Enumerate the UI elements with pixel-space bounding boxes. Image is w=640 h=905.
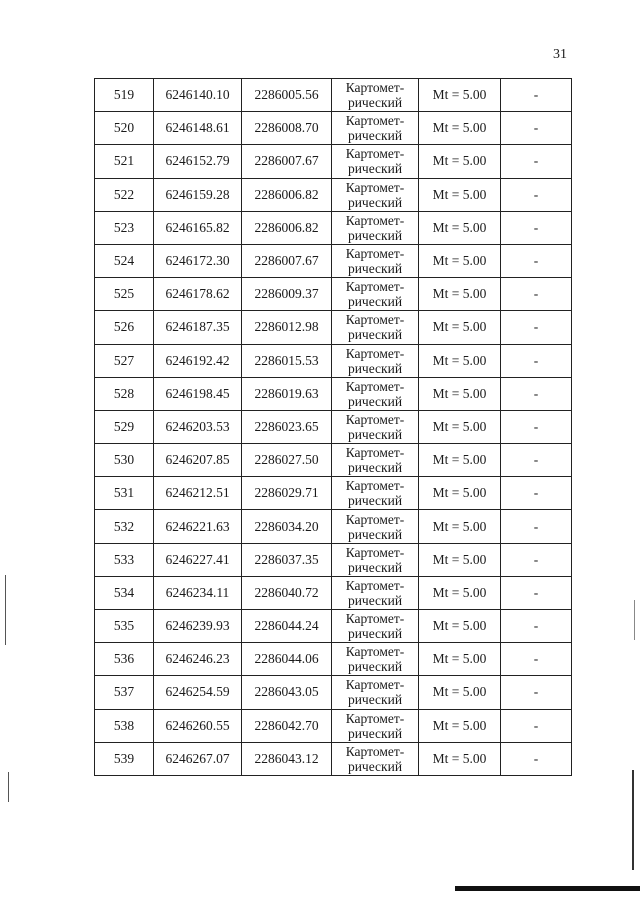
point-number-cell: 520 [95, 112, 154, 145]
table-row [95, 477, 572, 510]
method-line-1: Картомет- [345, 378, 405, 394]
point-number-cell: 526 [95, 311, 154, 344]
note-cell: - [501, 112, 572, 145]
table-row [95, 510, 572, 543]
x-coordinate-cell: 6246187.35 [154, 311, 242, 344]
accuracy-cell: Mt = 5.00 [419, 211, 501, 244]
x-coordinate-cell: 6246165.82 [154, 211, 242, 244]
table-row [95, 610, 572, 643]
x-coordinate-cell: 6246152.79 [154, 145, 242, 178]
point-number-cell: 521 [95, 145, 154, 178]
scan-margin-dots-right [634, 600, 635, 640]
method-line-2: рический [347, 626, 403, 642]
method-line-1: Картомет- [345, 710, 405, 726]
x-coordinate-cell: 6246212.51 [154, 477, 242, 510]
table-row [95, 676, 572, 709]
table-row [95, 410, 572, 443]
point-number-cell: 525 [95, 278, 154, 311]
method-line-1: Картомет- [345, 279, 405, 295]
y-coordinate-cell: 2286043.12 [242, 742, 332, 775]
scan-bottom-bar [455, 886, 640, 891]
method-line-1: Картомет- [345, 445, 405, 461]
point-number-cell: 522 [95, 178, 154, 211]
accuracy-cell: Mt = 5.00 [419, 244, 501, 277]
table-row [95, 742, 572, 775]
table-row [95, 79, 572, 112]
point-number-cell: 539 [95, 742, 154, 775]
method-line-2: рический [347, 559, 403, 575]
point-number-cell: 536 [95, 643, 154, 676]
x-coordinate-cell: 6246267.07 [154, 742, 242, 775]
method-line-1: Картомет- [345, 179, 405, 195]
method-line-2: рический [347, 493, 403, 509]
y-coordinate-cell: 2286009.37 [242, 278, 332, 311]
method-cell [332, 742, 419, 775]
method-line-1: Картомет- [345, 644, 405, 660]
y-coordinate-cell: 2286034.20 [242, 510, 332, 543]
point-number-cell: 533 [95, 543, 154, 576]
method-line-2: рический [347, 659, 403, 675]
method-cell [332, 278, 419, 311]
method-line-2: рический [347, 526, 403, 542]
point-number-cell: 535 [95, 610, 154, 643]
method-cell [332, 178, 419, 211]
point-number-cell: 531 [95, 477, 154, 510]
accuracy-cell: Mt = 5.00 [419, 311, 501, 344]
scan-margin-line-right [632, 770, 634, 870]
method-line-2: рический [347, 95, 403, 111]
method-line-1: Картомет- [345, 146, 405, 162]
method-line-1: Картомет- [345, 80, 405, 96]
note-cell: - [501, 410, 572, 443]
note-cell: - [501, 742, 572, 775]
accuracy-cell: Mt = 5.00 [419, 278, 501, 311]
method-line-1: Картомет- [345, 611, 405, 627]
point-number-cell: 519 [95, 79, 154, 112]
table-row [95, 543, 572, 576]
method-line-1: Картомет- [345, 411, 405, 427]
y-coordinate-cell: 2286043.05 [242, 676, 332, 709]
page-number: 31 [553, 47, 567, 62]
accuracy-cell: Mt = 5.00 [419, 112, 501, 145]
table-row [95, 244, 572, 277]
x-coordinate-cell: 6246192.42 [154, 344, 242, 377]
table-row [95, 112, 572, 145]
point-number-cell: 529 [95, 410, 154, 443]
table-row [95, 344, 572, 377]
method-line-1: Картомет- [345, 113, 405, 129]
method-cell [332, 543, 419, 576]
method-line-2: рический [347, 692, 403, 708]
x-coordinate-cell: 6246178.62 [154, 278, 242, 311]
scan-margin-line-left [5, 575, 6, 645]
point-number-cell: 532 [95, 510, 154, 543]
accuracy-cell: Mt = 5.00 [419, 377, 501, 410]
y-coordinate-cell: 2286015.53 [242, 344, 332, 377]
table-row [95, 311, 572, 344]
method-line-1: Картомет- [345, 312, 405, 328]
method-cell [332, 643, 419, 676]
method-line-2: рический [347, 128, 403, 144]
method-line-2: рический [347, 426, 403, 442]
x-coordinate-cell: 6246203.53 [154, 410, 242, 443]
point-number-cell: 524 [95, 244, 154, 277]
method-cell [332, 510, 419, 543]
x-coordinate-cell: 6246260.55 [154, 709, 242, 742]
table-row [95, 444, 572, 477]
method-cell [332, 145, 419, 178]
x-coordinate-cell: 6246254.59 [154, 676, 242, 709]
x-coordinate-cell: 6246207.85 [154, 444, 242, 477]
note-cell: - [501, 211, 572, 244]
table-row [95, 377, 572, 410]
y-coordinate-cell: 2286012.98 [242, 311, 332, 344]
x-coordinate-cell: 6246234.11 [154, 576, 242, 609]
method-line-1: Картомет- [345, 345, 405, 361]
note-cell: - [501, 510, 572, 543]
method-line-2: рический [347, 725, 403, 741]
method-line-2: рический [347, 294, 403, 310]
note-cell: - [501, 543, 572, 576]
y-coordinate-cell: 2286040.72 [242, 576, 332, 609]
y-coordinate-cell: 2286027.50 [242, 444, 332, 477]
coordinates-table [94, 78, 572, 776]
method-cell [332, 676, 419, 709]
x-coordinate-cell: 6246140.10 [154, 79, 242, 112]
point-number-cell: 534 [95, 576, 154, 609]
accuracy-cell: Mt = 5.00 [419, 178, 501, 211]
method-line-2: рический [347, 393, 403, 409]
method-cell [332, 211, 419, 244]
x-coordinate-cell: 6246172.30 [154, 244, 242, 277]
x-coordinate-cell: 6246148.61 [154, 112, 242, 145]
accuracy-cell: Mt = 5.00 [419, 709, 501, 742]
method-line-2: рический [347, 460, 403, 476]
y-coordinate-cell: 2286006.82 [242, 178, 332, 211]
note-cell: - [501, 610, 572, 643]
accuracy-cell: Mt = 5.00 [419, 477, 501, 510]
accuracy-cell: Mt = 5.00 [419, 444, 501, 477]
method-line-2: рический [347, 261, 403, 277]
table-row [95, 178, 572, 211]
note-cell: - [501, 444, 572, 477]
note-cell: - [501, 643, 572, 676]
method-cell [332, 311, 419, 344]
y-coordinate-cell: 2286037.35 [242, 543, 332, 576]
accuracy-cell: Mt = 5.00 [419, 610, 501, 643]
accuracy-cell: Mt = 5.00 [419, 676, 501, 709]
accuracy-cell: Mt = 5.00 [419, 576, 501, 609]
method-line-1: Картомет- [345, 511, 405, 527]
note-cell: - [501, 477, 572, 510]
point-number-cell: 527 [95, 344, 154, 377]
method-cell [332, 477, 419, 510]
note-cell: - [501, 576, 572, 609]
x-coordinate-cell: 6246198.45 [154, 377, 242, 410]
method-line-2: рический [347, 227, 403, 243]
method-line-2: рический [347, 194, 403, 210]
y-coordinate-cell: 2286007.67 [242, 145, 332, 178]
method-cell [332, 244, 419, 277]
method-cell [332, 610, 419, 643]
method-cell [332, 377, 419, 410]
table-row [95, 278, 572, 311]
point-number-cell: 538 [95, 709, 154, 742]
method-line-1: Картомет- [345, 677, 405, 693]
note-cell: - [501, 178, 572, 211]
y-coordinate-cell: 2286044.24 [242, 610, 332, 643]
accuracy-cell: Mt = 5.00 [419, 410, 501, 443]
x-coordinate-cell: 6246227.41 [154, 543, 242, 576]
point-number-cell: 537 [95, 676, 154, 709]
note-cell: - [501, 278, 572, 311]
x-coordinate-cell: 6246246.23 [154, 643, 242, 676]
x-coordinate-cell: 6246159.28 [154, 178, 242, 211]
method-line-1: Картомет- [345, 544, 405, 560]
accuracy-cell: Mt = 5.00 [419, 543, 501, 576]
table-row [95, 643, 572, 676]
method-line-2: рический [347, 592, 403, 608]
method-cell [332, 709, 419, 742]
y-coordinate-cell: 2286005.56 [242, 79, 332, 112]
note-cell: - [501, 79, 572, 112]
method-cell [332, 444, 419, 477]
method-cell [332, 410, 419, 443]
method-line-1: Картомет- [345, 212, 405, 228]
y-coordinate-cell: 2286042.70 [242, 709, 332, 742]
note-cell: - [501, 676, 572, 709]
y-coordinate-cell: 2286008.70 [242, 112, 332, 145]
method-line-1: Картомет- [345, 478, 405, 494]
method-line-1: Картомет- [345, 246, 405, 262]
note-cell: - [501, 145, 572, 178]
table-row [95, 709, 572, 742]
y-coordinate-cell: 2286023.65 [242, 410, 332, 443]
note-cell: - [501, 344, 572, 377]
note-cell: - [501, 377, 572, 410]
y-coordinate-cell: 2286007.67 [242, 244, 332, 277]
method-line-1: Картомет- [345, 743, 405, 759]
table-row [95, 145, 572, 178]
y-coordinate-cell: 2286019.63 [242, 377, 332, 410]
accuracy-cell: Mt = 5.00 [419, 344, 501, 377]
accuracy-cell: Mt = 5.00 [419, 145, 501, 178]
accuracy-cell: Mt = 5.00 [419, 643, 501, 676]
accuracy-cell: Mt = 5.00 [419, 510, 501, 543]
y-coordinate-cell: 2286029.71 [242, 477, 332, 510]
method-line-1: Картомет- [345, 577, 405, 593]
accuracy-cell: Mt = 5.00 [419, 742, 501, 775]
y-coordinate-cell: 2286006.82 [242, 211, 332, 244]
x-coordinate-cell: 6246221.63 [154, 510, 242, 543]
method-cell [332, 112, 419, 145]
method-line-2: рический [347, 758, 403, 774]
note-cell: - [501, 709, 572, 742]
point-number-cell: 530 [95, 444, 154, 477]
y-coordinate-cell: 2286044.06 [242, 643, 332, 676]
method-line-2: рический [347, 161, 403, 177]
accuracy-cell: Mt = 5.00 [419, 79, 501, 112]
method-line-2: рический [347, 327, 403, 343]
scan-margin-line-left-lower [8, 772, 9, 802]
method-cell [332, 79, 419, 112]
method-line-2: рический [347, 360, 403, 376]
point-number-cell: 523 [95, 211, 154, 244]
note-cell: - [501, 244, 572, 277]
point-number-cell: 528 [95, 377, 154, 410]
table-row [95, 576, 572, 609]
method-cell [332, 344, 419, 377]
table-row [95, 211, 572, 244]
coordinates-table-body [95, 79, 572, 776]
method-cell [332, 576, 419, 609]
x-coordinate-cell: 6246239.93 [154, 610, 242, 643]
note-cell: - [501, 311, 572, 344]
